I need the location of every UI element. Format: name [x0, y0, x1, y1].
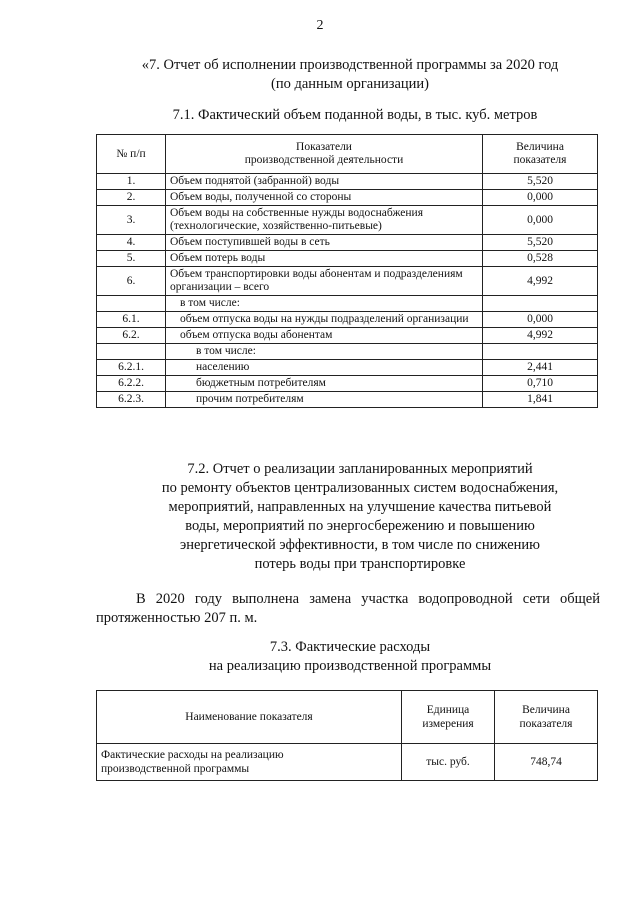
table-row [97, 206, 598, 235]
row-indicator: Объем поступившей воды в сеть [166, 235, 483, 251]
water-volume-table [96, 134, 598, 408]
row-num: 5. [97, 251, 166, 267]
row-indicator: Объем транспортировки воды абонентам и подразделениям организации – всего [166, 267, 483, 296]
table-row [97, 235, 598, 251]
row-num: 1. [97, 174, 166, 190]
table-row [97, 267, 598, 296]
table-header-row [97, 135, 598, 174]
table-row [97, 312, 598, 328]
row-num: 6.1. [97, 312, 166, 328]
row-num: 4. [97, 235, 166, 251]
expenses-header-row [97, 691, 598, 744]
row-num: 6.2.2. [97, 376, 166, 392]
table-row [97, 376, 598, 392]
table-row [97, 360, 598, 376]
section-7-2-title [95, 460, 625, 574]
row-indicator: в том числе: [166, 344, 483, 360]
header-value-line1: Величина [516, 141, 564, 153]
row-value: 0,000 [483, 190, 598, 206]
row-num [97, 344, 166, 360]
expenses-table [96, 690, 598, 781]
section-7-2-line: по ремонту объектов централизованных систем водоснабжения, [161, 480, 559, 496]
page-number: 2 [316, 18, 324, 33]
expenses-row [97, 744, 598, 781]
expenses-row-name-line1: Фактические расходы на реализацию [101, 749, 284, 761]
expenses-header-value [495, 691, 598, 744]
section-7-2-line: воды, мероприятий по энергосбережению и повышению [185, 518, 535, 534]
section-7-1-title: 7.1. Фактический объем поданной воды, в тыс. куб. метров [172, 107, 538, 123]
row-value: 2,441 [483, 360, 598, 376]
row-indicator: объем отпуска воды абонентам [166, 328, 483, 344]
table-row [97, 190, 598, 206]
row-num: 3. [97, 206, 166, 235]
row-value: 0,000 [483, 312, 598, 328]
section-7-3-title [100, 638, 600, 676]
row-value: 4,992 [483, 328, 598, 344]
section-7-3-title-line2: на реализацию производственной программы [208, 658, 492, 674]
water-volume-table-body [97, 174, 598, 408]
row-indicator: объем отпуска воды на нужды подразделений организации [166, 312, 483, 328]
header-indicator-line2: производственной деятельности [244, 154, 404, 166]
row-num: 6. [97, 267, 166, 296]
table-row [97, 174, 598, 190]
section-7-3-title-line1: 7.3. Фактические расходы [269, 639, 431, 655]
table-row [97, 296, 598, 312]
row-num: 2. [97, 190, 166, 206]
row-indicator: бюджетным потребителям [166, 376, 483, 392]
expenses-header-unit-line2: измерения [422, 718, 474, 730]
expenses-header-unit [402, 691, 495, 744]
row-value: 0,528 [483, 251, 598, 267]
row-value: 5,520 [483, 174, 598, 190]
header-indicator [166, 135, 483, 174]
row-indicator: Объем воды, полученной со стороны [166, 190, 483, 206]
row-indicator: Объем потерь воды [166, 251, 483, 267]
section-7-2-line: мероприятий, направленных на улучшение качества питьевой [168, 499, 552, 515]
row-indicator: населению [166, 360, 483, 376]
expenses-row-name [97, 744, 402, 781]
table-row [97, 392, 598, 408]
row-indicator: в том числе: [166, 296, 483, 312]
table-row [97, 344, 598, 360]
expenses-header-name: Наименование показателя [97, 691, 402, 744]
section-7-2-line: 7.2. Отчет о реализации запланированных мероприятий [187, 461, 533, 477]
section-7-2-line: энергетической эффективности, в том числе по снижению [179, 537, 541, 553]
table-row [97, 328, 598, 344]
row-value: 4,992 [483, 267, 598, 296]
row-indicator: Объем воды на собственные нужды водоснабжения (технологические, хозяйственно-питьевые) [166, 206, 483, 235]
section-7-title-line1: «7. Отчет об исполнении производственной программы за 2020 год [141, 57, 559, 73]
row-num: 6.2.1. [97, 360, 166, 376]
row-value: 0,000 [483, 206, 598, 235]
expenses-row-unit: тыс. руб. [402, 744, 495, 781]
expenses-header-value-line2: показателя [519, 718, 573, 730]
row-indicator: Объем поднятой (забранной) воды [166, 174, 483, 190]
row-num [97, 296, 166, 312]
expenses-header-unit-line1: Единица [426, 704, 470, 716]
header-num: № п/п [97, 135, 166, 174]
row-value: 0,710 [483, 376, 598, 392]
row-value [483, 344, 598, 360]
section-7-2-paragraph: В 2020 году выполнена замена участка водопроводной сети общей протяженностью 207 п. м. [96, 591, 600, 626]
section-7-title-line2: (по данным организации) [270, 76, 429, 92]
row-indicator: прочим потребителям [166, 392, 483, 408]
table-row [97, 251, 598, 267]
row-num: 6.2. [97, 328, 166, 344]
header-value-line2: показателя [513, 154, 567, 166]
section-7-title [90, 56, 610, 94]
row-value: 5,520 [483, 235, 598, 251]
row-value: 1,841 [483, 392, 598, 408]
header-value [483, 135, 598, 174]
expenses-header-value-line1: Величина [522, 704, 570, 716]
section-7-2-line: потерь воды при транспортировке [254, 556, 466, 572]
row-value [483, 296, 598, 312]
header-indicator-line1: Показатели [296, 141, 352, 153]
row-num: 6.2.3. [97, 392, 166, 408]
expenses-row-name-line2: производственной программы [101, 763, 250, 775]
expenses-row-value: 748,74 [495, 744, 598, 781]
